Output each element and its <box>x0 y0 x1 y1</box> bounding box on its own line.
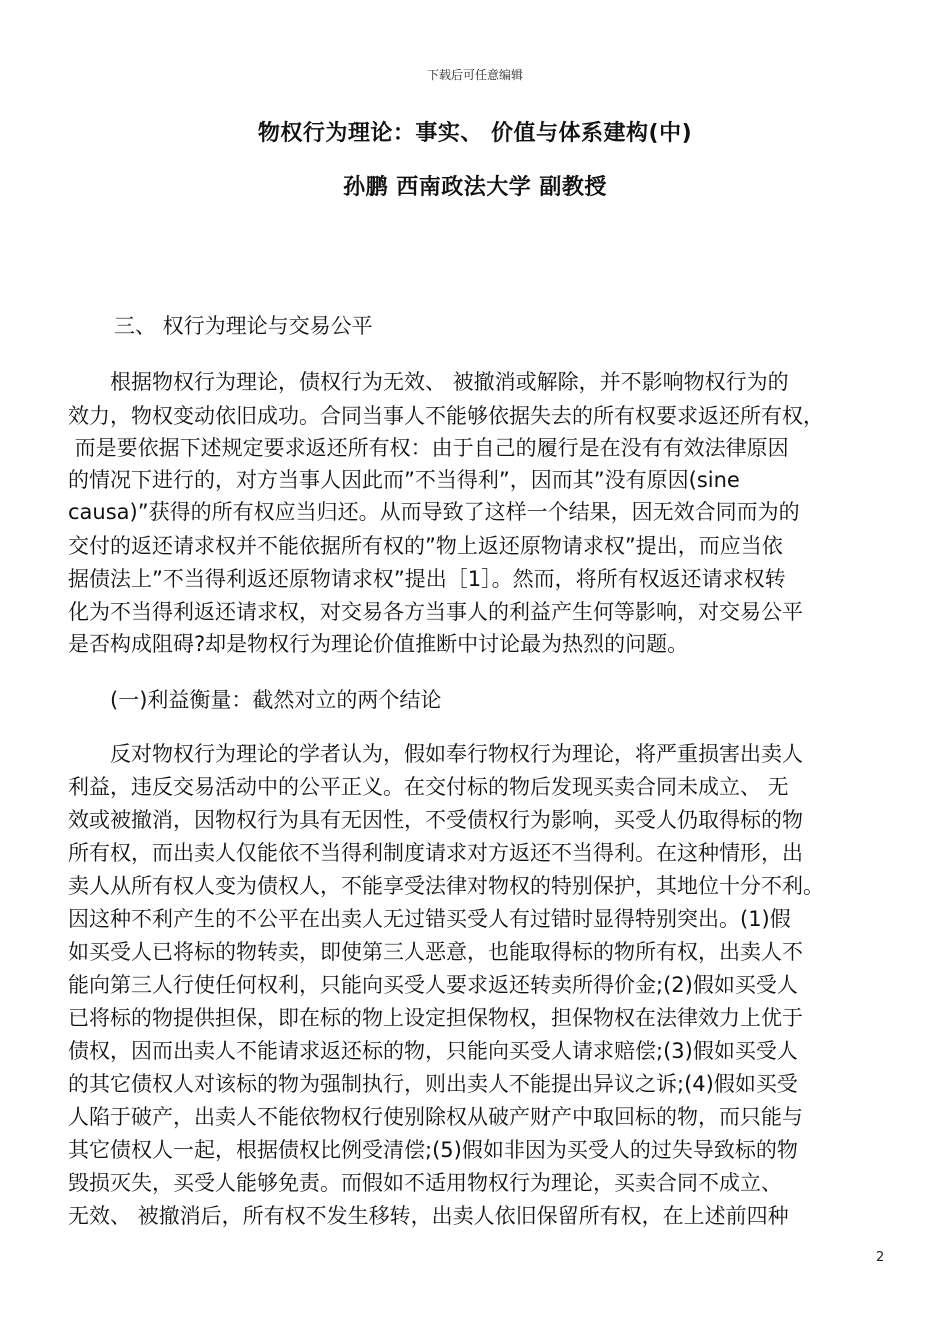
page-number: 2 <box>876 1250 885 1265</box>
subsection-heading: (一)利益衡量：截然对立的两个结论 <box>68 688 442 712</box>
paragraph-line: 人陷于破产，出卖人不能依物权行使别除权从破产财产中取回标的物，而只能与 <box>68 1105 803 1129</box>
paragraph-line: 毁损灭失，买受人能够免责。而假如不适用物权行为理论，买卖合同不成立、 <box>68 1171 782 1195</box>
paragraph-line: 反对物权行为理论的学者认为，假如奉行物权行为理论，将严重损害出卖人 <box>68 742 803 766</box>
paragraph-line: 利益，违反交易活动中的公平正义。在交付标的物后发现买卖合同未成立、 无 <box>68 775 789 799</box>
paragraph-line: 因这种不利产生的不公平在出卖人无过错买受人有过错时显得特别突出。(1)假 <box>68 907 791 931</box>
paragraph-line: 效或被撤消，因物权行为具有无因性，不受债权行为影响，买受人仍取得标的物 <box>68 808 803 832</box>
paragraph-line: 卖人从所有权人变为债权人，不能享受法律对物权的特别保护，其地位十分不利。 <box>68 874 824 898</box>
paragraph-line: 债权，因而出卖人不能请求返还标的物，只能向买受人请求赔偿;(3)假如买受人 <box>68 1039 798 1063</box>
author-line: 孙鹏 西南政法大学 副教授 <box>343 175 607 200</box>
section-heading: 三、 权行为理论与交易公平 <box>114 314 373 338</box>
paragraph-line: 根据物权行为理论，债权行为无效、 被撤消或解除，并不影响物权行为的 <box>68 370 789 394</box>
paragraph-line: 其它债权人一起，根据债权比例受清偿;(5)假如非因为买受人的过失导致标的物 <box>68 1138 798 1162</box>
paragraph-line: 的情况下进行的，对方当事人因此而”不当得利”，因而其”没有原因(sine <box>68 468 740 492</box>
paragraph-line: 的其它债权人对该标的物为强制执行，则出卖人不能提出异议之诉;(4)假如买受 <box>68 1072 798 1096</box>
paragraph-line: 交付的返还请求权并不能依据所有权的”物上返还原物请求权”提出，而应当依 <box>68 534 783 558</box>
document-title: 物权行为理论：事实、 价值与体系建构(中) <box>257 121 693 146</box>
paragraph-line: 是否构成阻碍?却是物权行为理论价值推断中讨论最为热烈的问题。 <box>68 632 689 656</box>
header-note: 下载后可任意编辑 <box>426 68 523 82</box>
paragraph-line: 无效、 被撤消后，所有权不发生移转，出卖人依旧保留所有权，在上述前四种 <box>68 1204 789 1228</box>
paragraph-line: 如买受人已将标的物转卖，即使第三人恶意，也能取得标的物所有权，出卖人不 <box>68 940 803 964</box>
paragraph-line: 所有权，而出卖人仅能依不当得利制度请求对方返还不当得利。在这种情形，出 <box>68 841 803 865</box>
paragraph-line: 据债法上”不当得利返还原物请求权”提出［1］。然而，将所有权返还请求权转 <box>68 567 786 591</box>
paragraph-line: 而是要依据下述规定要求返还所有权：由于自己的履行是在没有有效法律原因 <box>68 436 789 460</box>
paragraph-line: 效力，物权变动依旧成功。合同当事人不能够依据失去的所有权要求返还所有权， <box>68 404 824 428</box>
paragraph-line: 已将标的物提供担保，即在标的物上设定担保物权，担保物权在法律效力上优于 <box>68 1006 803 1030</box>
paragraph-line: 能向第三人行使任何权利，只能向买受人要求返还转卖所得价金;(2)假如买受人 <box>68 973 798 997</box>
paragraph-line: 化为不当得利返还请求权，对交易各方当事人的利益产生何等影响，对交易公平 <box>68 600 803 624</box>
paragraph-line: causa)”获得的所有权应当归还。从而导致了这样一个结果，因无效合同而为的 <box>68 500 800 524</box>
